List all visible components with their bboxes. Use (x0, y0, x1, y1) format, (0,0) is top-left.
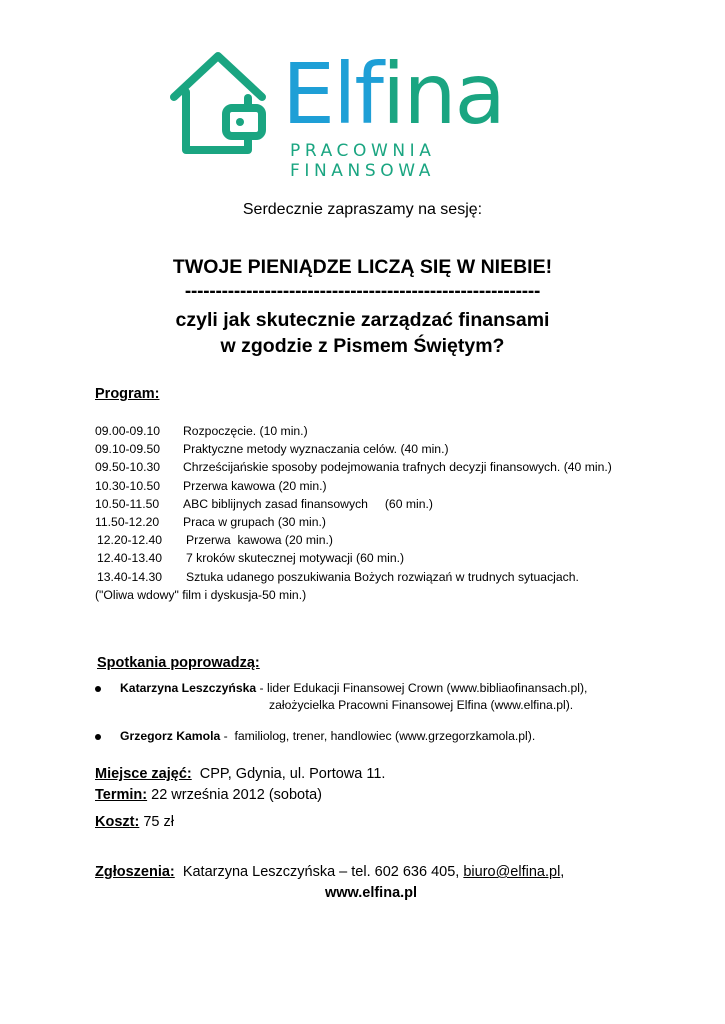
program-desc: Przerwa kawowa (20 min.) (183, 478, 327, 493)
program-time: 09.00-09.10 (95, 424, 161, 438)
website-link[interactable]: www.elfina.pl (324, 885, 418, 901)
session-title: TWOJE PIENIĄDZE LICZĄ SIĘ W NIEBIE! (172, 256, 553, 278)
date-value: 22 września 2012 (sobota) (147, 787, 323, 803)
hosts-heading: Spotkania poprowadzą: (97, 655, 260, 671)
host-katarzyna (120, 681, 587, 695)
venue-value: CPP, Gdynia, ul. Portowa 11. (191, 766, 386, 782)
program-time: 09.50-10.30 (95, 460, 161, 475)
date-label: Termin: (95, 787, 148, 803)
logo-wordmark: Elfina (282, 45, 505, 143)
separator: ---------------------------------------------------------- (184, 281, 541, 302)
program-extra: ("Oliwa wdowy" film i dyskusja-50 min.) (95, 587, 307, 602)
program-desc: Sztuka udanego poszukiwania Bożych rozwiązań w trudnych sytuacjach. (186, 569, 579, 584)
program-desc: Rozpoczęcie. (10 min.) (183, 424, 308, 438)
program-time: 12.20-12.40 (97, 533, 163, 548)
registration-label: Zgłoszenia: (95, 864, 175, 880)
email-link[interactable]: biuro@elfina.pl (463, 864, 561, 880)
host-desc: - lider Edukacji Finansowej Crown (www.bibliaofinansach.pl), (256, 681, 588, 695)
elfina-logo (170, 45, 590, 181)
program-time: 09.10-09.50 (95, 442, 161, 457)
program-desc: Chrześcijańskie sposoby podejmowania trafnych decyzji finansowych. (40 min.) (183, 460, 612, 475)
registration-value: Katarzyna Leszczyńska – tel. 602 636 405, (174, 864, 464, 880)
date-line (95, 787, 322, 803)
registration-comma: , (560, 864, 565, 880)
program-time: 10.50-11.50 (95, 496, 160, 511)
registration-line (95, 864, 564, 880)
venue-label: Miejsce zajęć: (95, 766, 192, 782)
host-desc: - familiolog, trener, handlowiec (www.grzegorzkamola.pl). (220, 729, 536, 743)
program-time: 11.50-12.20 (95, 514, 160, 529)
host-katarzyna-desc2: założycielka Pracowni Finansowej Elfina (www.elfina.pl). (269, 698, 574, 712)
program-time: 10.30-10.50 (95, 478, 161, 493)
venue-line (95, 766, 385, 782)
subtitle-line-2: w zgodzie z Pismem Świętym? (220, 335, 505, 357)
cost-label: Koszt: (95, 814, 140, 830)
host-name: Katarzyna Leszczyńska (120, 681, 257, 695)
logo-subtitle: PRACOWNIA FINANSOWA (290, 141, 436, 181)
program-desc: Praktyczne metody wyznaczania celów. (40 min.) (183, 442, 449, 457)
host-name: Grzegorz Kamola (120, 729, 221, 743)
host-grzegorz (120, 729, 535, 743)
program-time: 12.40-13.40 (97, 551, 163, 566)
bullet-icon (95, 734, 101, 740)
program-desc: Przerwa kawowa (20 min.) (186, 533, 333, 548)
invite-text: Serdecznie zapraszamy na sesję: (242, 201, 483, 218)
program-heading: Program: (95, 386, 160, 402)
program-time: 13.40-14.30 (97, 569, 163, 584)
program-desc: ABC biblijnych zasad finansowych (60 min.) (183, 496, 433, 511)
bullet-icon (95, 686, 101, 692)
subtitle-line-1: czyli jak skutecznie zarządzać finansami (175, 309, 550, 331)
cost-value: 75 zł (139, 814, 174, 830)
house-wallet-icon (170, 50, 270, 156)
session-subtitle (0, 307, 725, 359)
program-desc: 7 kroków skutecznej motywacji (60 min.) (186, 551, 405, 566)
program-desc: Praca w grupach (30 min.) (183, 514, 326, 529)
cost-line (95, 814, 174, 830)
